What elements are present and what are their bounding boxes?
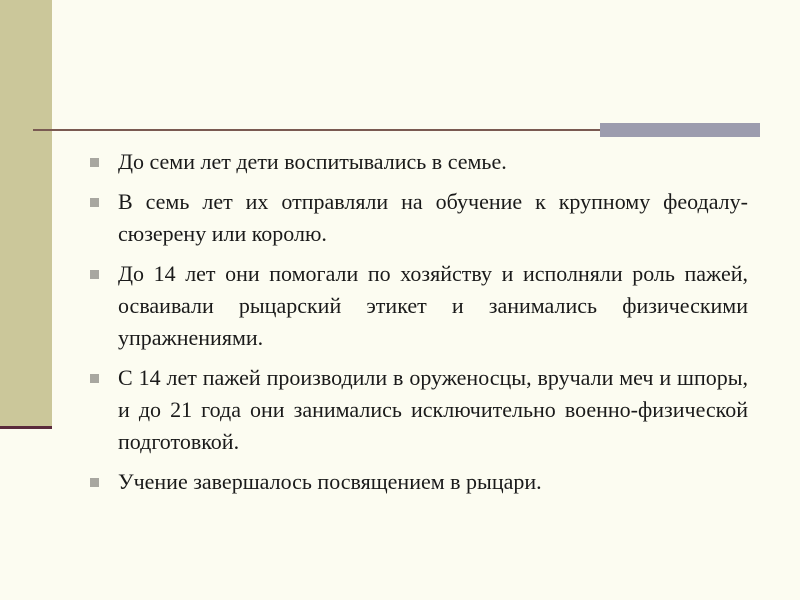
square-bullet-icon — [90, 270, 99, 279]
bullet-list — [88, 146, 748, 498]
bullet-item — [88, 146, 748, 178]
bullet-item — [88, 362, 748, 458]
square-bullet-icon — [90, 478, 99, 487]
bullet-item — [88, 186, 748, 250]
bullet-text: До семи лет дети воспитывались в семье. — [118, 149, 507, 174]
left-decorative-bar — [0, 0, 52, 426]
square-bullet-icon — [90, 198, 99, 207]
left-bar-underline — [0, 426, 52, 429]
bullet-text: В семь лет их отправляли на обучение к крупному феодалу-сюзерену или королю. — [118, 189, 748, 246]
square-bullet-icon — [90, 374, 99, 383]
bullet-item — [88, 466, 748, 498]
slide-content — [88, 146, 748, 506]
divider-accent-block — [600, 123, 760, 137]
bullet-text: С 14 лет пажей производили в оруженосцы, вручали меч и шпоры, и до 21 года они занимались исключительно военно-физической подготовкой. — [118, 365, 748, 454]
square-bullet-icon — [90, 158, 99, 167]
bullet-text: Учение завершалось посвящением в рыцари. — [118, 469, 542, 494]
bullet-item — [88, 258, 748, 354]
bullet-text: До 14 лет они помогали по хозяйству и исполняли роль пажей, осваивали рыцарский этикет и занимались физическими упражнениями. — [118, 261, 748, 350]
